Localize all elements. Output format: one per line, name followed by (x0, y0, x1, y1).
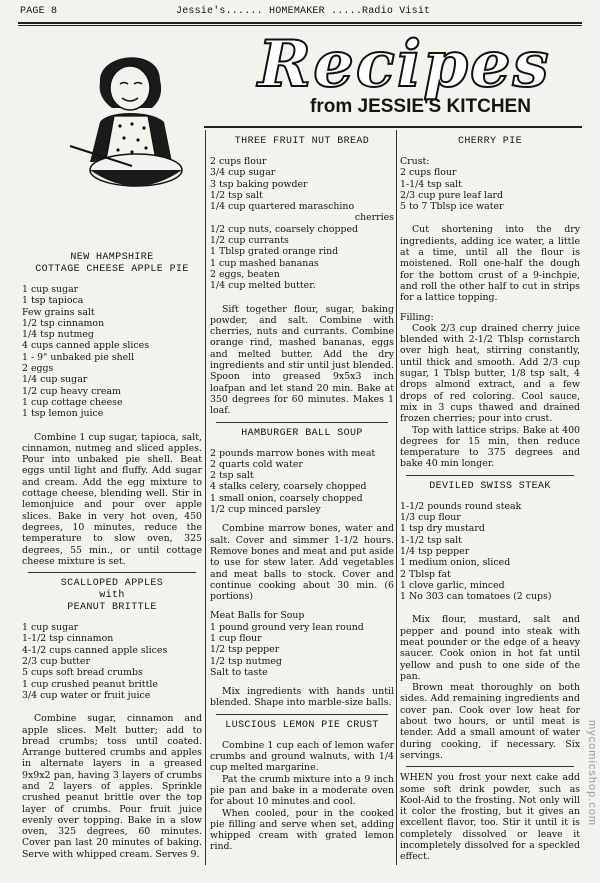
recipe-title: NEW HAMPSHIRE (70, 252, 154, 263)
ingredient: 1 pound ground very lean round (210, 621, 364, 633)
ingredient: 1/2 cup heavy cream (22, 385, 121, 397)
divider (406, 475, 574, 476)
ingredient: 3/4 cup sugar (210, 167, 276, 179)
ingredient: 1 cup flour (210, 632, 262, 644)
column-divider (396, 130, 397, 865)
ingredient: 1 clove garlic, minced (400, 579, 505, 591)
column-middle (210, 136, 394, 853)
ingredient: 5 to 7 Tblsp ice water (400, 201, 504, 213)
directions: Sift together flour, sugar, baking powder, and salt. Combine with cherries, nuts and currants. Combine orange rind, mashed bananas, eggs and melted butter. Add the dry ingredients and stir until just blended. Spoon into greased 9x5x3 inch loafpan and let stand 20 min. Bake at 350 degrees for 60 minutes. Makes 1 loaf. (210, 303, 394, 417)
directions: Cook 2/3 cup drained cherry juice blended with 2-1/2 Tblsp cornstarch over high heat, stirring constantly, until thick and smooth. Add 2/3 cup sugar, 1 Tblsp butter, 1/8 tsp salt, 4 drops almond extract, and a few drops of red coloring. Cool sauce, mix in 3 cups thawed and drained frozen cherries; pour into crust. (400, 322, 580, 425)
running-title: Jessie's...... HOMEMAKER .....Radio Visit (176, 6, 431, 17)
divider (28, 572, 196, 573)
ingredient: 1/2 tsp salt (210, 189, 263, 201)
divider (406, 766, 574, 767)
ingredient: 1 tsp lemon juice (22, 408, 104, 420)
ingredient: 2 pounds marrow bones with meat (210, 447, 376, 459)
ingredient: 5 cups soft bread crumbs (22, 667, 143, 679)
divider (216, 422, 388, 423)
recipe-title: DEVILED SWISS STEAK (429, 480, 551, 492)
recipe-title: with (99, 590, 125, 602)
sub-heading: Meat Balls for Soup (210, 610, 305, 622)
directions: Combine 1 cup sugar, tapioca, salt, cinnamon, nutmeg and sliced apples. Pour into unbaked pie shell. Beat eggs until light and fluffy. Add sugar and cream. Add the egg mixture to cottage cheese, blending well. Stir in lemonjuice and pour over apple slices. Bake in very hot oven, 450 degrees, 10 minutes, reduce the temperature to slow oven, 325 degrees, 55 min., or until cottage cheese mixture is set. (22, 431, 202, 567)
directions: When cooled, pour in the cooked pie filling and serve when set, adding whipped cream with grated lemon rind. (210, 807, 394, 853)
directions: Cut shortening into the dry ingredients, adding ice water, a little at a time, until all the flour is moistened. Roll one-half the dough for the bottom crust of a 9-inchpie, and roll the other half to cut in strips for a lattice topping. (400, 224, 580, 304)
ingredient: 1 medium onion, sliced (400, 557, 511, 569)
ingredient: 1 - 9" unbaked pie shell (22, 351, 135, 363)
recipes-title: Recipes (258, 27, 551, 102)
header-rule (18, 22, 582, 24)
ingredient: 2 eggs, beaten (210, 268, 280, 280)
cook-illustration-icon (60, 42, 200, 192)
ingredient: 1 cup crushed peanut brittle (22, 678, 158, 690)
ingredient: 2/3 cup pure leaf lard (400, 189, 504, 201)
ingredient-list (210, 156, 394, 292)
page-number: PAGE 8 (20, 6, 58, 17)
ingredient: 1/4 cup sugar (22, 374, 88, 386)
ingredient: cherries (354, 212, 394, 224)
watermark: mycomicshop.com (586, 720, 598, 827)
ingredient-list (210, 448, 394, 516)
ingredient: 3/4 cup water or fruit juice (22, 689, 151, 701)
ingredient: 1 cup sugar (22, 622, 79, 634)
ingredient: 2 tsp salt (210, 470, 254, 482)
ingredient: 1/4 tsp pepper (400, 545, 470, 557)
recipe-title: LUSCIOUS LEMON PIE CRUST (225, 719, 379, 731)
ingredient: 4 cups canned apple slices (22, 340, 150, 352)
ingredient: 2 Tblsp fat (400, 568, 451, 580)
ingredient: 1/2 tsp nutmeg (210, 655, 282, 667)
ingredient: 1/2 cup nuts, coarsely chopped (210, 223, 359, 235)
ingredient: 4 stalks celery, coarsely chopped (210, 481, 367, 493)
ingredient-list (400, 167, 580, 212)
ingredient: 1/2 tsp pepper (210, 644, 280, 656)
ingredient: 1/4 cup quartered maraschino (210, 201, 355, 213)
sub-heading: Crust: (400, 156, 430, 167)
recipe-title: CHERRY PIE (457, 136, 522, 147)
ingredient: 1/3 cup flour (400, 512, 461, 524)
recipes-subtitle: from JESSIE'S KITCHEN (310, 96, 531, 117)
directions: Combine sugar, cinnamon and apple slices. Melt butter; add to bread crumbs; toss until coated. Arrange buttered crumbs and apples in alternate layers in a greased 9x9x2 pan, having 3 layers of crumbs and 2 layers of apples. Sprinkle crushed peanut brittle over the top layer of crumbs. Pour fruit juice evenly over topping. Bake in a slow oven, 325 degrees, 60 minutes. Cover pan last 20 minutes of baking. Serve with whipped cream. Serves 9. (22, 713, 202, 860)
recipe-title: SCALLOPED APPLES (60, 578, 164, 590)
ingredient: 2/3 cup butter (22, 656, 90, 668)
directions: Combine 1 cup each of lemon wafer crumbs and ground walnuts, with 1/4 cup melted margarine. (210, 739, 394, 774)
sub-heading: Filling: (400, 311, 434, 323)
ingredient: 1-1/2 tsp cinnamon (22, 633, 114, 645)
divider (216, 714, 388, 715)
directions: Top with lattice strips. Bake at 400 degrees for 15 min, then reduce temperature to 375 degrees and bake 40 min longer. (400, 424, 580, 470)
ingredient: 1 cup sugar (22, 284, 79, 295)
ingredient: Salt to taste (210, 666, 268, 678)
ingredient: 1 cup mashed bananas (210, 257, 319, 269)
recipe-title: PEANUT BRITTLE (67, 602, 157, 614)
column-divider (205, 130, 206, 865)
column-right (400, 136, 580, 863)
ingredient: 1/4 cup melted butter. (210, 280, 316, 292)
recipe-title: HAMBURGER BALL SOUP (241, 427, 363, 439)
ingredient: 1/2 tsp cinnamon (22, 317, 105, 329)
ingredient-list (400, 501, 580, 603)
title-rule (204, 126, 582, 128)
ingredient: 1-1/4 tsp salt (400, 178, 462, 190)
ingredient: 2 cups flour (210, 156, 267, 167)
ingredient: 1 small onion, coarsely chopped (210, 492, 363, 504)
column-left (22, 252, 202, 860)
ingredient: 1 Tblsp grated orange rind (210, 246, 339, 258)
recipe-title: THREE FRUIT NUT BREAD (234, 136, 370, 147)
ingredient: 1 cup cottage cheese (22, 396, 123, 408)
ingredient: 3 tsp baking powder (210, 178, 308, 190)
directions: Pat the crumb mixture into a 9 inch pie pan and bake in a moderate oven for about 10 minutes and cool. (210, 773, 394, 808)
directions: Combine marrow bones, water and salt. Cover and simmer 1-1/2 hours. Remove bones and meat and put aside to use for stew later. Add vegetables and meat balls to stock. Cover and continue cooking about 30 min. (6 portions) (210, 523, 394, 603)
page-header (20, 6, 580, 22)
ingredient: 2 eggs (22, 363, 54, 375)
ingredient-list (210, 622, 394, 678)
ingredient: 1/2 cup minced parsley (210, 504, 321, 516)
ingredient: 1-1/2 tsp salt (400, 534, 462, 546)
directions: Brown meat thoroughly on both sides. Add remaining ingredients and cover pan. Cook over low heat for about two hours, or until meat is tender. Add a small amount of water during cooking, if necessary. Six servings. (400, 682, 580, 761)
ingredient: 2 quarts cold water (210, 458, 303, 470)
directions: Mix flour, mustard, salt and pepper and pound into steak with meat pounder or the edge of a heavy saucer. Cook onion in hot fat until yellow and push to one side of the pan. (400, 614, 580, 682)
ingredient: 1 tsp tapioca (22, 295, 84, 307)
ingredient: 1/2 cup currants (210, 235, 289, 247)
ingredient-list (22, 622, 202, 701)
ingredient: Few grains salt (22, 306, 95, 318)
ingredient: 1/4 tsp nutmeg (22, 329, 94, 341)
recipe-title: COTTAGE CHEESE APPLE PIE (35, 264, 189, 275)
header-rule-thin (18, 25, 582, 26)
ingredient: 1-1/2 pounds round steak (400, 500, 522, 512)
ingredient: 1 No 303 can tomatoes (2 cups) (400, 591, 552, 603)
ingredient: 2 cups flour (400, 167, 457, 179)
ingredient-list (22, 284, 202, 420)
directions: Mix ingredients with hands until blended. Shape into marble-size balls. (210, 686, 394, 709)
ingredient: 4-1/2 cups canned apple slices (22, 644, 168, 656)
ingredient: 1 tsp dry mustard (400, 523, 485, 535)
frosting-tip: WHEN you frost your next cake add some soft drink powder, such as Kool-Aid to the frosting. Not only will it color the frosting, but it gives an excellent flavor, too. Stir it until it is completely dissolved or leave it incompletely dissolved for a speckled effect. (400, 772, 580, 863)
